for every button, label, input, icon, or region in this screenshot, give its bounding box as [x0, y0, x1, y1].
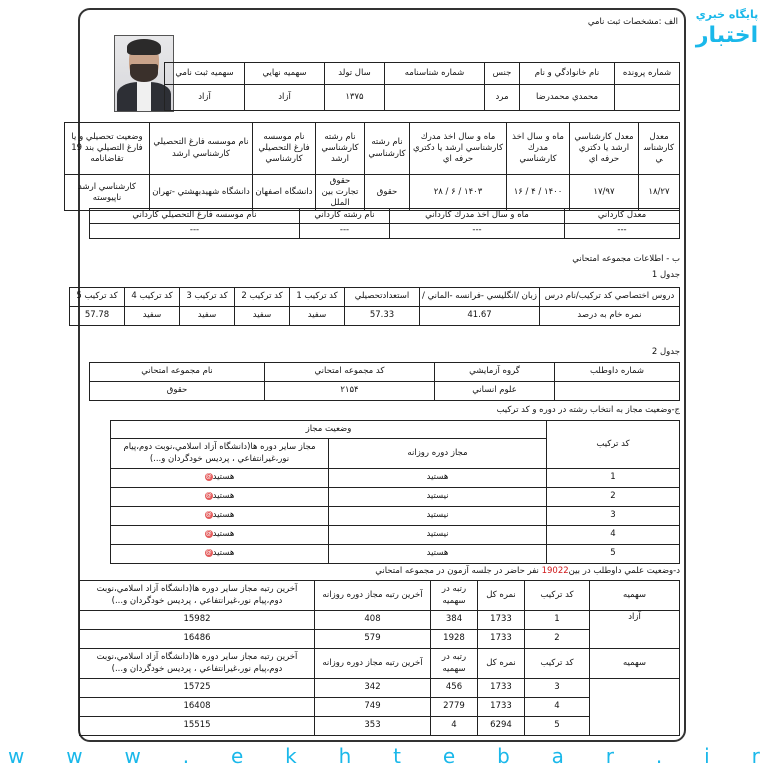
row-score: 6294 [478, 717, 525, 736]
full-name: محمدي محمدرضا [520, 85, 615, 111]
eligibility-row [111, 488, 680, 507]
header-registered-quota: سهميه ثبت نامي [165, 63, 245, 85]
header-other-eligible: مجاز ساير دوره ها(دانشگاه آزاد اسلامي،نوبت دوم،پيام نور،غيرانتفاعي ، پرديس خودگردان و...) [111, 439, 329, 469]
row-rank: 2779 [431, 698, 478, 717]
header-birth-year: سال تولد [325, 63, 385, 85]
exam-name: حقوق [90, 382, 265, 401]
gender: مرد [485, 85, 520, 111]
row-other-rank: 15515 [80, 717, 315, 736]
master-field: حقوق تجارت بين الملل [316, 175, 365, 211]
section-d-prefix: د-وضعيت علمي داوطلب در بين [568, 566, 680, 576]
url-char: r [751, 744, 760, 768]
row-code: 1 [525, 611, 590, 630]
header-associate-gpa: معدل كارداني [565, 209, 680, 224]
header-quota-rank: رتبه در سهميه [431, 649, 478, 679]
url-char: e [442, 744, 456, 768]
row-daily-rank: 749 [315, 698, 431, 717]
header-bachelor-date: ماه و سال اخذ مدرك كارشناسي [507, 123, 570, 175]
header-file-number: شماره پرونده [615, 63, 680, 85]
header-bachelor-field: نام رشته كارشناسي [365, 123, 410, 175]
at-icon: @ [205, 529, 212, 537]
master-gpa: ۱۷/۹۷ [570, 175, 639, 211]
site-logo-block [688, 8, 766, 50]
table2-label: جدول 2 [651, 347, 680, 357]
exam-group-table [89, 362, 680, 401]
at-icon: @ [205, 510, 212, 518]
file-number [615, 85, 680, 111]
row-other [111, 488, 329, 507]
associate-date: --- [390, 224, 565, 239]
at-icon: @ [205, 548, 212, 556]
row-rank: 4 [431, 717, 478, 736]
bachelor-date: ۱۴۰۰ / ۴ / ۱۶ [507, 175, 570, 211]
header-associate-date: ماه و سال اخذ مدرك كارداني [390, 209, 565, 224]
url-char: k [285, 744, 297, 768]
at-icon: @ [205, 491, 212, 499]
header-master-institute: نام موسسه فارغ التحصيلي كارشناسي ارشد [150, 123, 253, 175]
header-eligibility-status: وضعيت مجاز [111, 421, 547, 439]
row-code: 5 [547, 545, 680, 564]
exam-scores-table [69, 287, 680, 326]
row-other-rank: 15982 [80, 611, 315, 630]
code-5-score: 57.78 [70, 307, 125, 326]
eligibility-row [111, 507, 680, 526]
row-daily-rank: 408 [315, 611, 431, 630]
row-daily: هستيد [329, 545, 547, 564]
header-total-score: نمره كل [478, 581, 525, 611]
row-code: 3 [525, 679, 590, 698]
registered-quota: آزاد [165, 85, 245, 111]
row-code: 3 [547, 507, 680, 526]
row-code: 2 [547, 488, 680, 507]
row-rank: 384 [431, 611, 478, 630]
header-subject: دروس اختصاصي كد تركيب/نام درس [540, 288, 680, 307]
header-bachelor-gpa: معدل كارشناسي [639, 123, 680, 175]
header-combination-code: كد تركيب [547, 421, 680, 469]
header-last-daily-rank: آخرين رتبه مجاز دوره روزانه [315, 581, 431, 611]
url-char: w [8, 744, 25, 768]
section-c-title: ج-وضعيت مجاز به انتخاب رشته در دوره و كد تركيب [496, 405, 680, 415]
section-d-suffix: نفر حاضر در جلسه آزمون در مجموعه امتحاني [375, 566, 542, 576]
header-code-3: كد تركيب 3 [180, 288, 235, 307]
test-group: علوم انساني [435, 382, 555, 401]
ranking-table [79, 580, 680, 736]
row-other-text: هستيد [212, 548, 235, 559]
site-logo-tagline: پايگاه خبري [695, 8, 759, 21]
row-rank: 1928 [431, 630, 478, 649]
row-daily: نيستيد [329, 488, 547, 507]
header-aptitude: استعدادتحصيلي [345, 288, 420, 307]
master-institute: دانشگاه شهيدبهشتي -تهران [150, 175, 253, 211]
row-code: 5 [525, 717, 590, 736]
quota-free: آزاد [590, 611, 680, 649]
header-id-number: شماره شناسنامه [385, 63, 485, 85]
education-table [64, 122, 680, 211]
quota-empty [590, 679, 680, 736]
bachelor-institute: دانشگاه اصفهان [253, 175, 316, 211]
url-char: w [124, 744, 141, 768]
url-char: b [497, 744, 510, 768]
row-other [111, 507, 329, 526]
row-other-text: هستيد [212, 472, 235, 483]
code-1-score: سفيد [290, 307, 345, 326]
eligibility-row [111, 469, 680, 488]
row-code: 1 [547, 469, 680, 488]
header-master-gpa: معدل كارشناسي ارشد يا دكتري حرفه اي [570, 123, 639, 175]
row-other [111, 545, 329, 564]
row-daily-rank: 579 [315, 630, 431, 649]
code-2-score: سفيد [235, 307, 290, 326]
code-4-score: سفيد [125, 307, 180, 326]
url-char: . [655, 744, 663, 768]
table1-label: جدول 1 [651, 270, 680, 280]
header-quota: سهميه [590, 649, 680, 679]
site-logo: اختبار [695, 23, 759, 48]
header-last-other-rank: آخرين رتبه مجاز ساير دوره ها(دانشگاه آزاد اسلامي،نوبت دوم،پيام نور،غيرانتفاعي ، پرديس خودگردان و...) [80, 581, 315, 611]
row-other-text: هستيد [212, 491, 235, 502]
header-code-5: كد تركيب 5 [70, 288, 125, 307]
code-3-score: سفيد [180, 307, 235, 326]
row-other [111, 469, 329, 488]
url-char: w [66, 744, 83, 768]
aptitude-score: 57.33 [345, 307, 420, 326]
eligibility-table [110, 420, 680, 564]
row-other-text: هستيد [212, 510, 235, 521]
row-daily: نيستيد [329, 507, 547, 526]
header-quota-rank: رتبه در سهميه [431, 581, 478, 611]
url-char: i [704, 744, 710, 768]
url-watermark [0, 745, 768, 767]
bachelor-gpa: ۱۸/۲۷ [639, 175, 680, 211]
header-bachelor-institute: نام موسسه فارغ التحصيلي كارشناسي [253, 123, 316, 175]
url-char: h [338, 744, 352, 768]
bachelor-field: حقوق [365, 175, 410, 211]
row-other-rank: 16486 [80, 630, 315, 649]
associate-field: --- [300, 224, 390, 239]
header-associate-field: نام رشته كارداني [300, 209, 390, 224]
associate-gpa: --- [565, 224, 680, 239]
participants-count: 19022 [541, 566, 569, 576]
url-char: . [182, 744, 190, 768]
header-full-name: نام خانوادگي و نام [520, 63, 615, 85]
header-education-status: وضعيت تحصيلي و يا فارغ التصيلي بند 19 تقاضانامه [65, 123, 150, 175]
language-score: 41.67 [420, 307, 540, 326]
header-associate-institute: نام موسسه فارغ التحصيلي كارداني [90, 209, 300, 224]
education-status: كارشناسي ارشد ناپيوسته [65, 175, 150, 211]
id-number [385, 85, 485, 111]
header-candidate-number: شماره داوطلب [555, 363, 680, 382]
header-master-date: ماه و سال اخذ مدرك كارشناسي ارشد يا دكتري حرفه اي [410, 123, 507, 175]
header-master-field: نام رشته كارشناسي ارشد [316, 123, 365, 175]
row-score: 1733 [478, 679, 525, 698]
row-daily-rank: 353 [315, 717, 431, 736]
header-final-quota: سهميه نهايي [245, 63, 325, 85]
header-exam-code: كد مجموعه امتحاني [265, 363, 435, 382]
candidate-number [555, 382, 680, 401]
final-quota: آزاد [245, 85, 325, 111]
row-other-rank: 15725 [80, 679, 315, 698]
section-d-title [375, 565, 680, 577]
row-daily: هستيد [329, 469, 547, 488]
ranking-row [80, 611, 680, 630]
section-b-title: ب - اطلاعات مجموعه امتحاني [572, 254, 680, 264]
header-total-score: نمره كل [478, 649, 525, 679]
header-last-daily-rank: آخرين رتبه مجاز دوره روزانه [315, 649, 431, 679]
birth-year: ۱۳۷۵ [325, 85, 385, 111]
row-code: 4 [547, 526, 680, 545]
header-combination-code: كد تركيب [525, 649, 590, 679]
row-other-text: هستيد [212, 529, 235, 540]
row-code: 2 [525, 630, 590, 649]
header-code-1: كد تركيب 1 [290, 288, 345, 307]
row-code: 4 [525, 698, 590, 717]
row-score: 1733 [478, 698, 525, 717]
header-quota: سهميه [590, 581, 680, 611]
url-char: t [393, 744, 401, 768]
at-icon: @ [205, 472, 212, 480]
associate-degree-table [89, 208, 680, 239]
row-score: 1733 [478, 630, 525, 649]
header-language: زبان /انگليسي -فرانسه -الماني / [420, 288, 540, 307]
raw-score-label: نمره خام به درصد [540, 307, 680, 326]
url-char: e [230, 744, 244, 768]
eligibility-row [111, 545, 680, 564]
row-score: 1733 [478, 611, 525, 630]
header-test-group: گروه آزمايشي [435, 363, 555, 382]
row-daily: نيستيد [329, 526, 547, 545]
exam-code: ۲۱۵۴ [265, 382, 435, 401]
header-code-2: كد تركيب 2 [235, 288, 290, 307]
header-combination-code: كد تركيب [525, 581, 590, 611]
row-daily-rank: 342 [315, 679, 431, 698]
header-daily-eligible: مجاز دوره روزانه [329, 439, 547, 469]
section-a-title: الف :مشخصات ثبت نامي [587, 17, 678, 27]
header-code-4: كد تركيب 4 [125, 288, 180, 307]
row-other-rank: 16408 [80, 698, 315, 717]
url-char: r [605, 744, 615, 768]
header-exam-name: نام مجموعه امتحاني [90, 363, 265, 382]
row-rank: 456 [431, 679, 478, 698]
associate-institute: --- [90, 224, 300, 239]
personal-info-table [164, 62, 680, 111]
ranking-row [80, 679, 680, 698]
header-gender: جنس [485, 63, 520, 85]
eligibility-row [111, 526, 680, 545]
url-char: a [551, 744, 564, 768]
row-other [111, 526, 329, 545]
header-last-other-rank: آخرين رتبه مجاز ساير دوره ها(دانشگاه آزاد اسلامي،نوبت دوم،پيام نور،غيرانتفاعي ، پرديس خودگردان و...) [80, 649, 315, 679]
master-date: ۱۴۰۳ / ۶ / ۲۸ [410, 175, 507, 211]
